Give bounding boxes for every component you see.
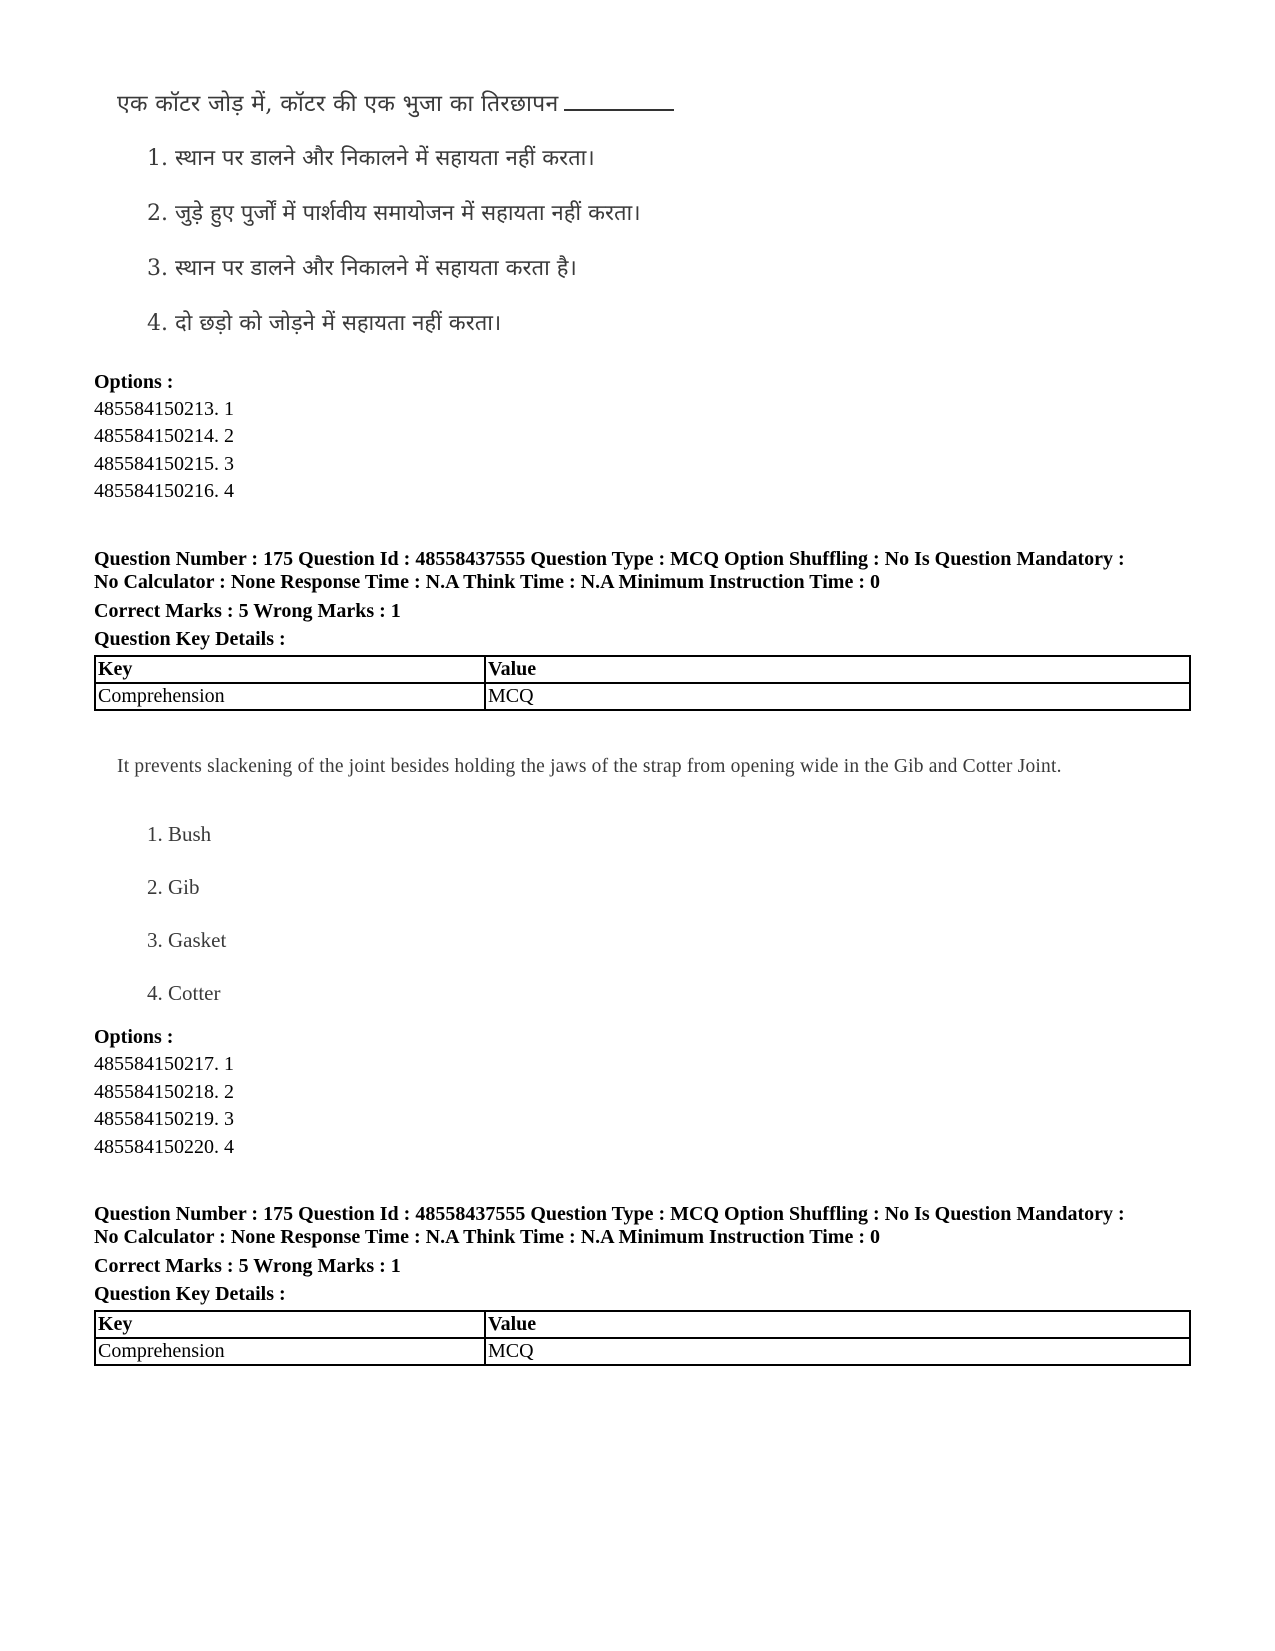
key-details-table <box>94 655 1191 711</box>
hindi-choice-4: 4. दो छड़ो को जोड़ने में सहायता नहीं करता। <box>147 311 502 336</box>
options-heading: Options : <box>94 1026 174 1048</box>
question-stem-english: It prevents slackening of the joint besides holding the jaws of the strap from opening wide in the Gib and Cotter Joint. <box>117 756 1062 777</box>
table-header-row <box>95 1311 1190 1338</box>
hindi-choice-2: 2. जुड़े हुए पुर्जों में पार्शवीय समायोजन में सहायता नहीं करता। <box>147 201 641 226</box>
header-key: Key <box>95 1311 485 1338</box>
cell-value: MCQ <box>485 1338 1190 1365</box>
option-item-4: 485584150220. 4 <box>94 1136 234 1158</box>
answer-blank <box>564 91 674 111</box>
cell-key: Comprehension <box>95 683 485 710</box>
key-details-heading: Question Key Details : <box>94 628 286 650</box>
options-heading: Options : <box>94 371 174 393</box>
table-header-row <box>95 656 1190 683</box>
option-item-3: 485584150215. 3 <box>94 453 234 475</box>
english-choice-3: 3. Gasket <box>147 928 227 952</box>
option-item-4: 485584150216. 4 <box>94 480 234 502</box>
cell-key: Comprehension <box>95 1338 485 1365</box>
option-item-2: 485584150218. 2 <box>94 1081 234 1103</box>
hindi-choice-3: 3. स्थान पर डालने और निकालने में सहायता करता है। <box>147 256 577 281</box>
question-meta-line-2: No Calculator : None Response Time : N.A Think Time : N.A Minimum Instruction Time : 0 <box>94 1226 880 1248</box>
question-stem-hindi: एक कॉटर जोड़ में, कॉटर की एक भुजा का तिरछापन <box>117 91 559 117</box>
key-details-heading: Question Key Details : <box>94 1283 286 1305</box>
option-item-3: 485584150219. 3 <box>94 1108 234 1130</box>
table-row <box>95 1338 1190 1365</box>
english-choice-2: 2. Gib <box>147 875 200 899</box>
question-meta-line-2: No Calculator : None Response Time : N.A Think Time : N.A Minimum Instruction Time : 0 <box>94 571 880 593</box>
option-item-1: 485584150217. 1 <box>94 1053 234 1075</box>
marks-line: Correct Marks : 5 Wrong Marks : 1 <box>94 600 401 622</box>
header-value: Value <box>485 656 1190 683</box>
header-key: Key <box>95 656 485 683</box>
option-item-1: 485584150213. 1 <box>94 398 234 420</box>
hindi-choice-1: 1. स्थान पर डालने और निकालने में सहायता नहीं करता। <box>147 146 595 171</box>
option-item-2: 485584150214. 2 <box>94 425 234 447</box>
english-choice-1: 1. Bush <box>147 822 212 846</box>
cell-value: MCQ <box>485 683 1190 710</box>
header-value: Value <box>485 1311 1190 1338</box>
table-row <box>95 683 1190 710</box>
english-choice-4: 4. Cotter <box>147 981 221 1005</box>
key-details-table <box>94 1310 1191 1366</box>
question-meta-line-1: Question Number : 175 Question Id : 48558437555 Question Type : MCQ Option Shuffling : No Is Question Mandatory : <box>94 548 1125 570</box>
question-meta-line-1: Question Number : 175 Question Id : 48558437555 Question Type : MCQ Option Shuffling : No Is Question Mandatory : <box>94 1203 1125 1225</box>
marks-line: Correct Marks : 5 Wrong Marks : 1 <box>94 1255 401 1277</box>
